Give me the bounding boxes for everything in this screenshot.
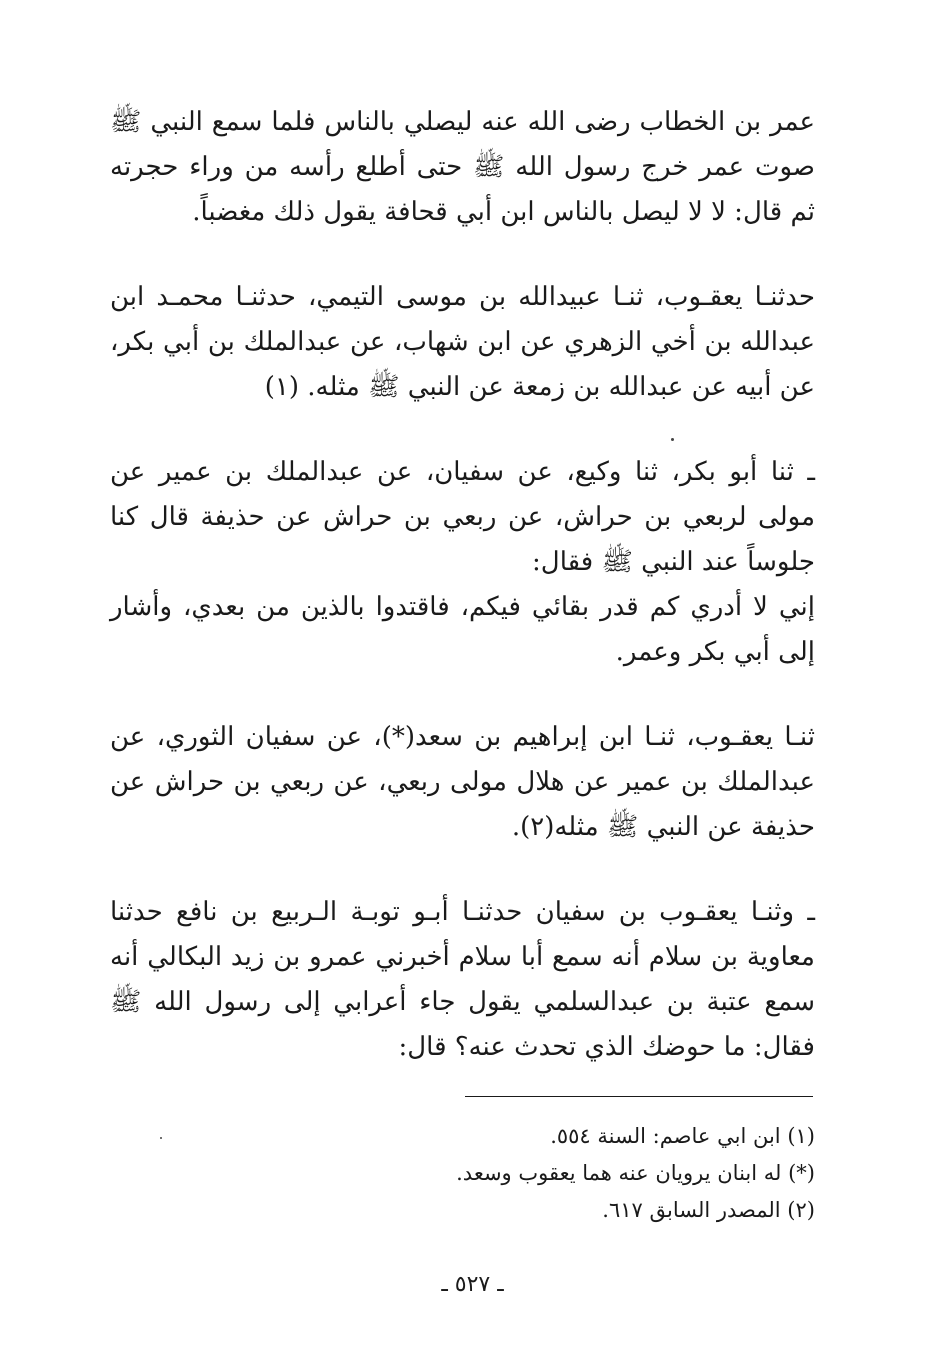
- scan-speck: [160, 1137, 162, 1139]
- paragraph-6: ـ وثنـا يعقـوب بن سفيان حدثنـا أبـو توبـة الـربيع بن نافع حدثنا معاوية بن سلام أنه سمع أبا سلام أخبرني عمرو بن زيد البكالي أنه سمع عتبة بن عبدالسلمي يقول جاء أعرابي إلى رسول الله ﷺ فقال: ما حوضك الذي تحدث عنه؟ قال:: [110, 897, 815, 1062]
- page-number: ـ ٥٢٧ ـ: [441, 1272, 504, 1297]
- paragraph-5: ثنـا يعقـوب، ثنـا ابن إبراهيم بن سعد(*)، عن سفيان الثوري، عن عبدالملك بن عمير عن هلال مولى ربعي، عن ربعي بن حراش عن حذيفة عن النبي ﷺ مثله(٢).: [110, 722, 815, 842]
- paragraph-4: إني لا أدري كم قدر بقائي فيكم، فاقتدوا بالذين من بعدي، وأشار إلى أبي بكر وعمر.: [110, 592, 815, 667]
- footnote-1: (١) ابن ابي عاصم: السنة ٥٥٤.: [550, 1124, 815, 1148]
- paragraph-1: عمر بن الخطاب رضى الله عنه ليصلي بالناس فلما سمع النبي ﷺ صوت عمر خرج رسول الله ﷺ حتى أطلع رأسه من وراء حجرته ثم قال: لا لا ليصل بالناس ابن أبي قحافة يقول ذلك مغضباً.: [110, 107, 815, 227]
- scan-speck: [671, 438, 674, 441]
- footnote-2: (*) له ابنان يرويان عنه هما يعقوب وسعد.: [456, 1161, 815, 1185]
- paragraph-3: ـ ثنا أبو بكر، ثنا وكيع، عن سفيان، عن عبدالملك بن عمير عن مولى لربعي بن حراش، عن ربعي بن حراش عن حذيفة قال كنا جلوساً عند النبي ﷺ فقال:: [110, 457, 815, 577]
- main-text: [110, 100, 815, 1070]
- footnote-divider: [465, 1096, 813, 1097]
- footnotes: [300, 1118, 815, 1229]
- paragraph-2: حدثنـا يعقـوب، ثنـا عبيدالله بن موسى التيمي، حدثنـا محمـد ابن عبدالله بن أخي الزهري عن ابن شهاب، عن عبدالملك بن أبي بكر، عن أبيه عن عبدالله بن زمعة عن النبي ﷺ مثله. (١): [110, 282, 815, 402]
- footnote-3: (٢) المصدر السابق ٦١٧.: [602, 1198, 815, 1222]
